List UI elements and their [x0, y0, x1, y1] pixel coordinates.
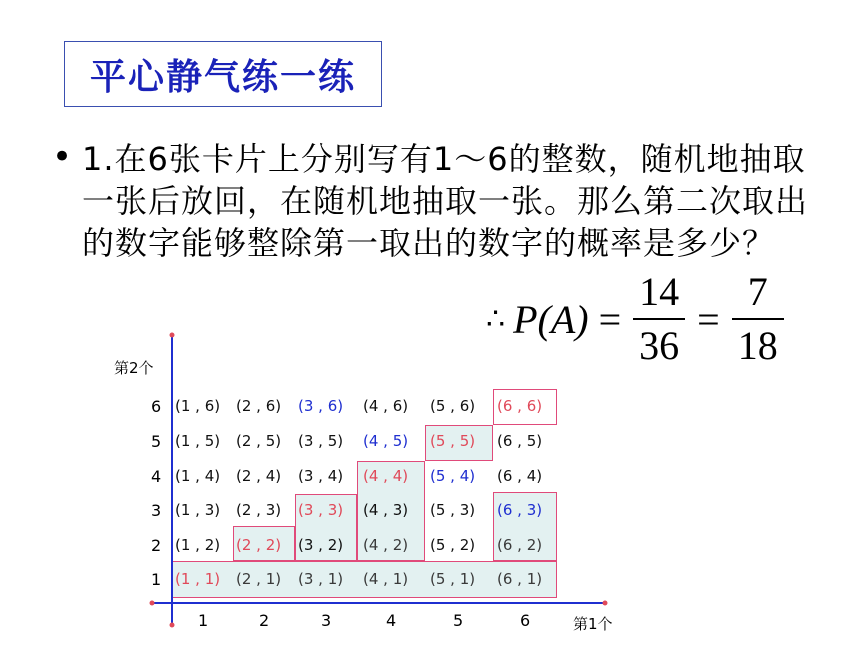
x-axis-startpoint [150, 601, 155, 606]
x-tick-label: 2 [259, 611, 270, 630]
slide-title: 平心静气练一练 [89, 56, 356, 98]
therefore-symbol: ∴ [486, 302, 506, 336]
equals-sign: = [598, 296, 622, 342]
outcome-cell: (1 , 1) [175, 570, 221, 588]
outcome-cell: (5 , 5) [430, 432, 476, 450]
outcome-cell: (5 , 1) [430, 570, 476, 588]
outcome-cell: (2 , 5) [236, 432, 282, 450]
y-axis-origin-dot [170, 623, 175, 628]
formula-lhs: P(A) [513, 296, 589, 342]
x-axis-title: 第1个 [573, 615, 613, 633]
fraction-numerator: 14 [639, 269, 680, 314]
outcome-cell: (2 , 6) [236, 397, 282, 415]
equals-sign: = [697, 296, 720, 342]
x-tick-label: 4 [386, 611, 397, 630]
outcome-cell: (1 , 2) [175, 536, 221, 554]
bullet-dot: • [52, 137, 73, 177]
outcome-cell: (2 , 4) [236, 467, 282, 485]
outcome-cell: (3 , 3) [298, 501, 344, 519]
outcome-cell: (1 , 3) [175, 501, 221, 519]
outcome-cell: (6 , 1) [497, 570, 543, 588]
outcome-cell: (5 , 2) [430, 536, 476, 554]
fraction-denominator: 36 [639, 323, 680, 368]
fraction-numerator: 7 [747, 269, 768, 314]
y-tick-label: 1 [151, 570, 162, 589]
outcome-cell: (2 , 3) [236, 501, 282, 519]
outcome-cell: (4 , 2) [363, 536, 409, 554]
outcome-cell: (6 , 3) [497, 501, 543, 519]
y-tick-label: 4 [151, 467, 162, 486]
outcome-cell: (3 , 6) [298, 397, 344, 415]
outcome-cell: (6 , 2) [497, 536, 543, 554]
y-tick-label: 6 [151, 397, 162, 416]
x-tick-label: 1 [198, 611, 209, 630]
outcome-cell: (6 , 5) [497, 432, 543, 450]
outcome-cell: (4 , 3) [363, 501, 409, 519]
y-axis-title: 第2个 [114, 359, 154, 377]
y-tick-label: 3 [151, 501, 162, 520]
outcome-cell: (1 , 5) [175, 432, 221, 450]
outcome-cell: (3 , 1) [298, 570, 344, 588]
outcome-cell: (5 , 3) [430, 501, 476, 519]
outcome-cell: (1 , 6) [175, 397, 221, 415]
outcome-cell: (6 , 4) [497, 467, 543, 485]
x-tick-label: 3 [321, 611, 332, 630]
outcome-cell: (3 , 2) [298, 536, 344, 554]
outcome-cell: (4 , 4) [363, 467, 409, 485]
outcome-cell: (4 , 6) [363, 397, 409, 415]
outcome-cell: (1 , 4) [175, 467, 221, 485]
y-tick-label: 2 [151, 536, 162, 555]
outcome-cell: (3 , 4) [298, 467, 344, 485]
outcome-cell: (6 , 6) [497, 397, 543, 415]
outcome-cell: (3 , 5) [298, 432, 344, 450]
fraction-denominator: 18 [737, 323, 778, 368]
outcome-cell: (4 , 1) [363, 570, 409, 588]
x-tick-label: 5 [453, 611, 464, 630]
x-tick-label: 6 [520, 611, 531, 630]
outcome-cell: (2 , 2) [236, 536, 282, 554]
x-axis-endpoint [603, 601, 608, 606]
y-tick-label: 5 [151, 432, 162, 451]
question-text: 1.在6张卡片上分别写有1～6的整数，随机地抽取一张后放回，在随机地抽取一张。那么第二次取出的数字能够整除第一取出的数字的概率是多少？ [82, 140, 809, 262]
outcome-cell: (5 , 6) [430, 397, 476, 415]
y-axis-endpoint [170, 333, 175, 338]
outcome-cell: (2 , 1) [236, 570, 282, 588]
outcome-cell: (4 , 5) [363, 432, 409, 450]
outcome-cell: (5 , 4) [430, 467, 476, 485]
